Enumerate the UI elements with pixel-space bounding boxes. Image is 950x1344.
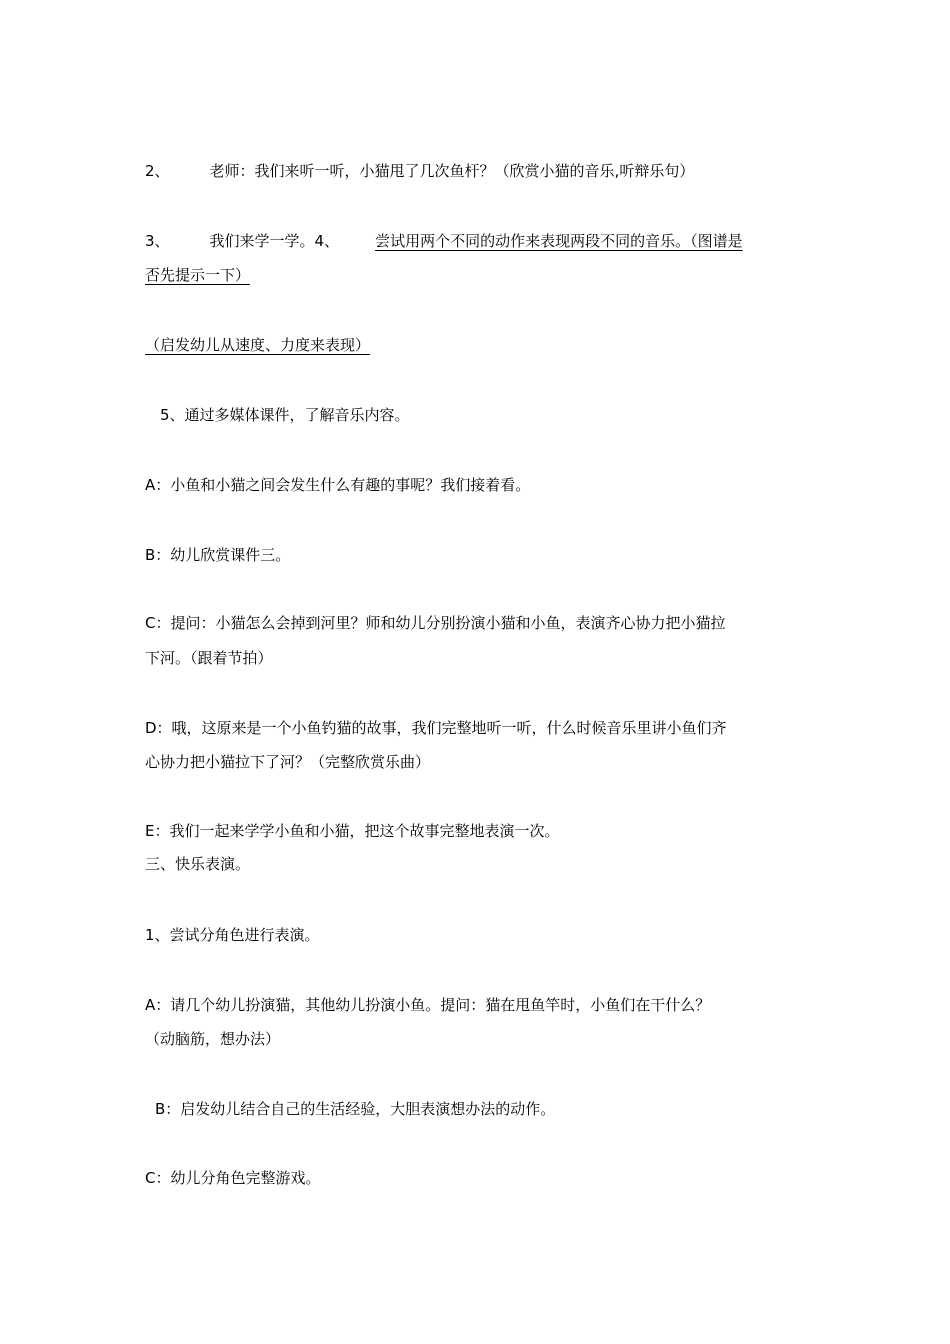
paragraph-step-5: 5、通过多媒体课件，了解音乐内容。 xyxy=(160,406,410,424)
paragraph-d: D：哦，这原来是一个小鱼钓猫的故事，我们完整地听一听，什么时候音乐里讲小鱼们齐 xyxy=(145,719,727,737)
step-number: 2、 xyxy=(145,162,170,180)
paragraph-c-2: C：幼儿分角色完整游戏。 xyxy=(145,1169,321,1187)
paragraph-d-continuation: 心协力把小猫拉下了河？（完整欣赏乐曲） xyxy=(145,753,431,771)
step-number: 3、 xyxy=(145,232,170,250)
paragraph-e: E：我们一起来学学小鱼和小猫，把这个故事完整地表演一次。 xyxy=(145,822,560,840)
paragraph-a: A：小鱼和小猫之间会发生什么有趣的事呢？我们接着看。 xyxy=(145,476,531,494)
paragraph-c: C：提问：小猫怎么会掉到河里？师和幼儿分别扮演小猫和小鱼，表演齐心协力把小猫拉 xyxy=(145,614,726,632)
paragraph-step-1: 1、尝试分角色进行表演。 xyxy=(145,926,320,944)
underlined-text: 尝试用两个不同的动作来表现两段不同的音乐。（图谱是 xyxy=(375,232,743,250)
paragraph-c-continuation: 下河。（跟着节拍） xyxy=(145,649,273,667)
paragraph-b: B：幼儿欣赏课件三。 xyxy=(145,546,291,564)
paragraph-note: （启发幼儿从速度、力度来表现） xyxy=(145,336,371,354)
step-text: 我们来学一学。4、 xyxy=(209,232,340,250)
paragraph-b-2: B：启发幼儿结合自己的生活经验，大胆表演想办法的动作。 xyxy=(155,1100,556,1118)
step-text: 老师：我们来听一听，小猫甩了几次鱼杆？（欣赏小猫的音乐,听辩乐句） xyxy=(209,162,695,180)
section-heading-3: 三、快乐表演。 xyxy=(145,855,251,873)
paragraph-a-2-continuation: （动脑筋，想办法） xyxy=(145,1030,281,1048)
paragraph-step-2 xyxy=(145,162,694,180)
paragraph-step-3 xyxy=(145,232,743,250)
paragraph-a-2: A：请几个幼儿扮演猫，其他幼儿扮演小鱼。提问：猫在甩鱼竿时，小鱼们在干什么？ xyxy=(145,996,711,1014)
paragraph-continuation: 否先提示一下） xyxy=(145,266,251,284)
